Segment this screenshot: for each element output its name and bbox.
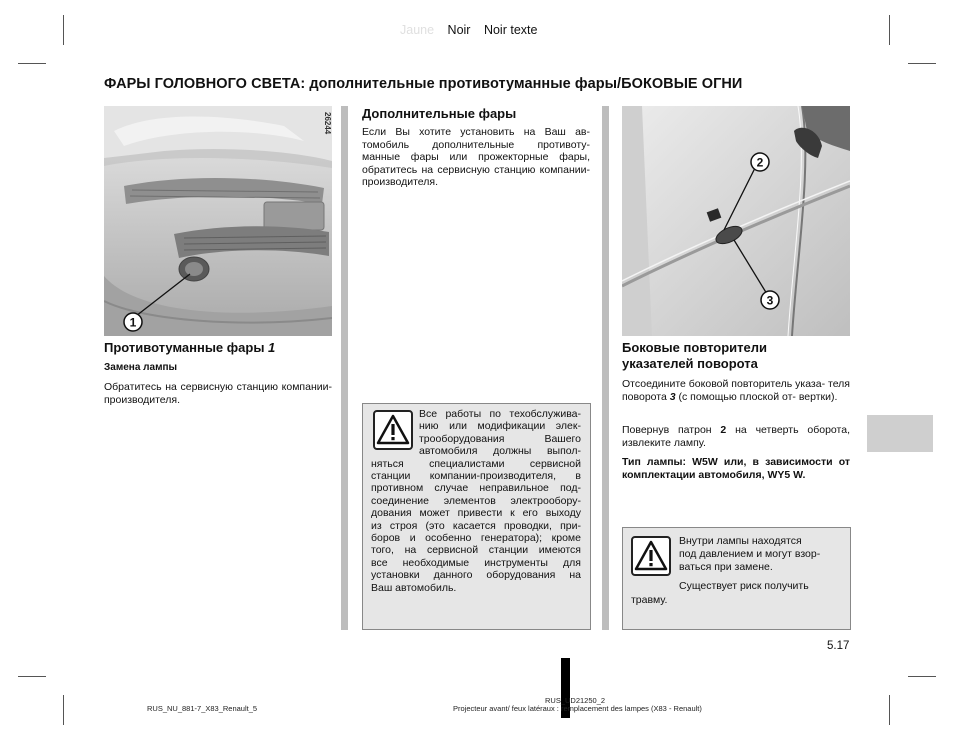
fog-lights-heading [104, 340, 275, 356]
callout-2-label: 2 [756, 155, 764, 170]
warning-electrical-line: противном случае неправильное под- [371, 482, 581, 495]
warning-pressure-line2: под давлением и могут взор- [679, 548, 821, 560]
crop-mark [18, 63, 46, 64]
disconnect-paragraph [622, 378, 850, 403]
warning-electrical-line: станции компании-производителя, в [371, 470, 581, 482]
bulb-type-paragraph: Тип лампы: W5W или, в зависимости от комплектации автомобиля, WY5 W. [622, 456, 850, 481]
car-side-drawing [622, 106, 850, 336]
rotate-socket-paragraph [622, 424, 850, 449]
warning-electrical-line: трооборудования Вашего [419, 432, 581, 445]
callout-3-label: 3 [766, 293, 774, 308]
warning-triangle-icon [373, 410, 413, 450]
warning-box-pressure [622, 527, 851, 630]
side-repeater-illustration [622, 106, 850, 336]
column-separator [602, 106, 609, 630]
footer-center-top: RUS_UD21250_2 [545, 696, 606, 705]
swatch-black-text: Noir texte [483, 23, 538, 37]
side-repeaters-heading [622, 340, 850, 372]
rotate-ref-num: 2 [720, 424, 727, 436]
crop-mark [889, 15, 890, 45]
warning-pressure-line1: Внутри лампы находятся [679, 535, 802, 547]
crop-mark [908, 676, 936, 677]
additional-lights-heading: Дополнительные фары [362, 106, 517, 121]
figure-code: 26244 [323, 112, 332, 135]
page-title: ФАРЫ ГОЛОВНОГО СВЕТА: дополнительные противотуманные фары/БОКОВЫЕ ОГНИ [104, 76, 743, 92]
warning-pressure-line3: ваться при замене. [679, 561, 773, 573]
car-front-drawing [104, 106, 332, 336]
swatch-black: Noir [447, 23, 471, 37]
fog-lights-paragraph: Обратитесь на сервисную станцию компании-производителя. [104, 381, 332, 406]
warning-pressure-line5: травму. [631, 594, 668, 606]
warning-electrical-line: няться специалистами сервисной [371, 457, 581, 470]
warning-electrical-line: соединение элементов электрообору- [371, 494, 581, 507]
crop-mark [18, 676, 46, 677]
warning-triangle-icon [631, 536, 671, 576]
warning-pressure-line4: Существует риск получить [679, 580, 809, 592]
warning-electrical-line: нию или модификации элек- [419, 420, 581, 433]
warning-electrical-line: дования может привести к его выходу [371, 507, 581, 520]
bulb-replacement-subheading: Замена лампы [104, 362, 178, 373]
crop-mark [908, 63, 936, 64]
warning-electrical-line: все необходимые инструменты для [371, 556, 581, 569]
color-swatch-labels [400, 23, 547, 37]
disconnect-text-a: Отсоедините боковой повторитель указа- теля поворота [622, 378, 850, 403]
rotate-text-b: на четверть оборота, извлеките лампу. [622, 424, 850, 449]
warning-electrical-line: автомобиля должны выпол- [419, 445, 581, 458]
fog-lights-heading-num: 1 [268, 340, 276, 355]
side-repeaters-heading-line2: указателей поворота [622, 356, 758, 371]
crop-mark [63, 15, 64, 45]
warning-box-electrical [362, 403, 591, 630]
fog-lights-heading-text: Противотуманные фары [104, 340, 265, 355]
warning-electrical-line: Все работы по техобслужива- [419, 408, 581, 420]
additional-lights-paragraph: Если Вы хотите установить на Ваш ав- томобиль дополнительные противоту- манные фары или прожекторные фары, обратитесь на сервисную станцию компании-производителя. [362, 126, 590, 188]
warning-electrical-line: установки данного оборудования на [371, 569, 581, 582]
swatch-yellow: Jaune [400, 23, 435, 37]
warning-electrical-line: Ваш автомобиль. [371, 581, 457, 594]
warning-electrical-line: боров и особенно генератора); кроме [371, 532, 581, 544]
footer-center-bottom: Projecteur avant/ feux latéraux : remplacement des lampes (X83 - Renault) [453, 704, 702, 713]
fog-light-illustration [104, 106, 332, 336]
disconnect-text-b: (с помощью плоской от- вертки). [678, 390, 838, 403]
crop-mark [889, 695, 890, 725]
warning-electrical-line: из строя (это касается проводки, при- [371, 519, 581, 532]
callout-1-label: 1 [129, 315, 137, 330]
rotate-text-a: Повернув патрон [622, 424, 712, 436]
warning-electrical-line: того, на сервисной станции имеются [371, 544, 581, 557]
column-separator [341, 106, 348, 630]
page-number: 5.17 [827, 640, 850, 652]
crop-mark [63, 695, 64, 725]
side-repeaters-heading-line1: Боковые повторители [622, 340, 768, 355]
footer-left: RUS_NU_881-7_X83_Renault_5 [147, 704, 258, 713]
disconnect-ref-num: 3 [669, 390, 676, 403]
section-thumb-tab [867, 415, 933, 452]
